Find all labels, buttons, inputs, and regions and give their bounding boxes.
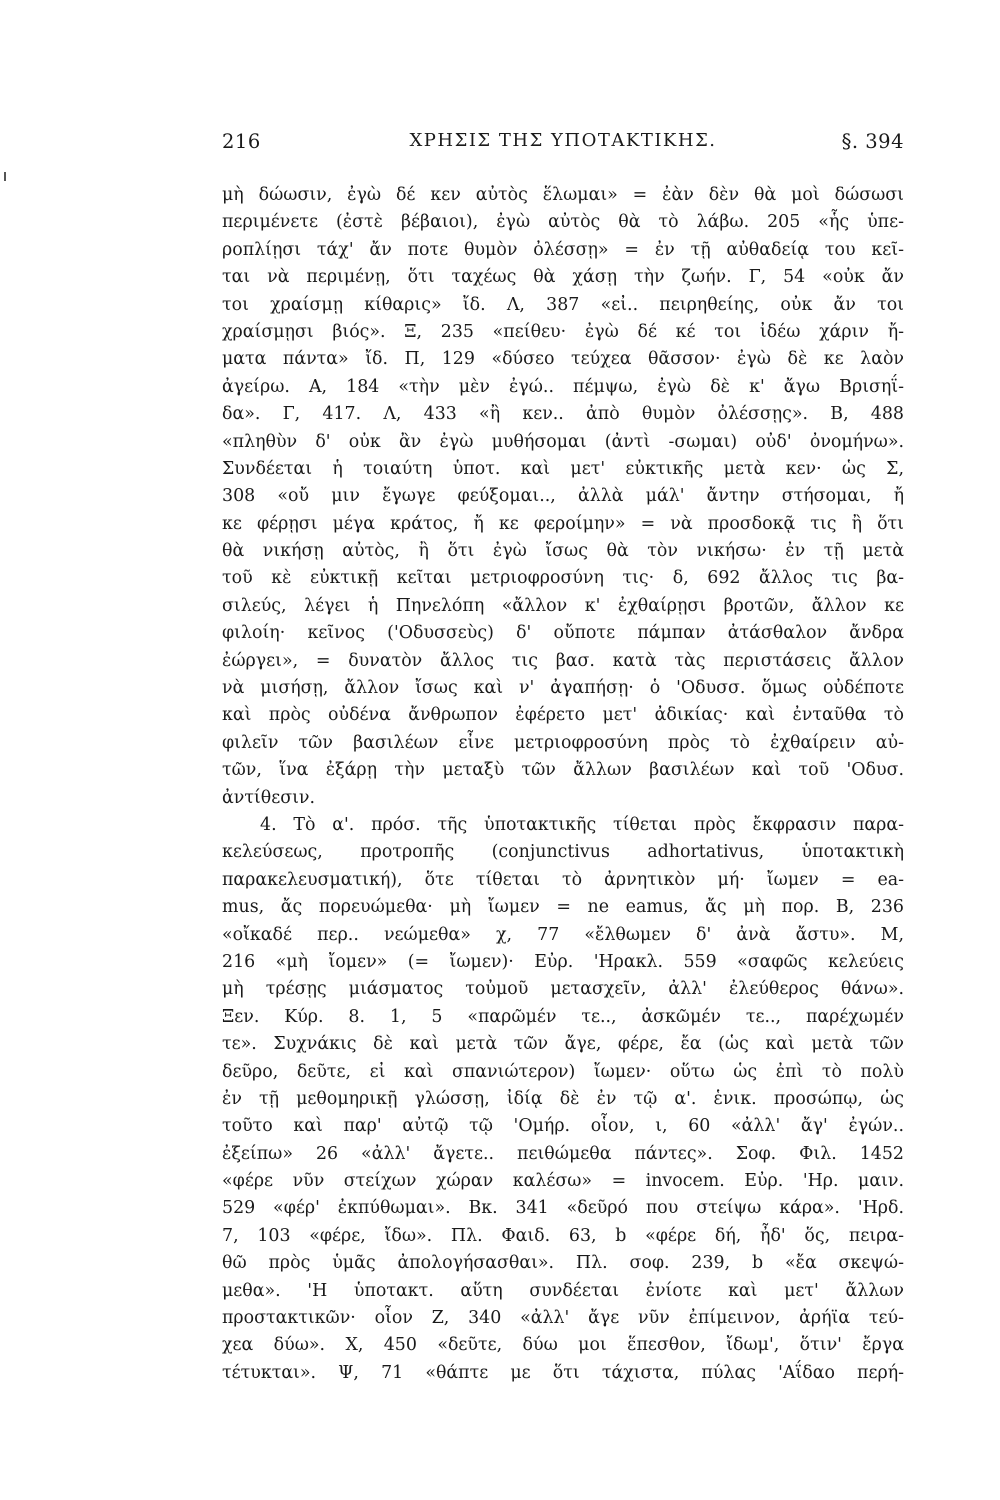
text-line: 216 «μὴ ἴομεν» (= ἴωμεν)· Εὐρ. 'Ηρακλ. 559 «σαφῶς κελεύεις [222,951,904,972]
text-line: θῶ πρὸς ὑμᾶς ἀπολογήσασθαι». Πλ. σοφ. 239, b «ἔα σκεψώ- [222,1253,904,1274]
text-line: ἐν τῇ μεθομηρικῇ γλώσσῃ, ἰδίᾳ δὲ ἐν τῷ α'. ἑνικ. προσώπῳ, ὡς [222,1088,904,1109]
text-line: μὴ τρέσῃς μιάσματος τοὐμοῦ μετασχεῖν, ἀλλ' ἐλεύθερος θάνω». [222,979,904,1000]
text-line: δα». Γ, 417. Λ, 433 «ἢ κεν.. ἀπὸ θυμὸν ὀλέσσῃς». Β, 488 [222,404,904,425]
text-line: «οἴκαδέ περ.. νεώμεθα» χ, 77 «ἔλθωμεν δ' ἀνὰ ἄστυ». Μ, [222,924,904,945]
text-line: κελεύσεως, προτροπῆς (conjunctivus adhortativus, ὑποτακτικὴ [222,842,904,863]
text-line: χραίσμῃσι βιός». Ξ, 235 «πείθευ· ἐγὼ δέ κέ τοι ἰδέω χάριν ἤ- [222,321,904,342]
text-line: ἐξείπω» 26 «ἀλλ' ἄγετε.. πειθώμεθα πάντες». Σοφ. Φιλ. 1452 [222,1143,904,1164]
text-line: 529 «φέρ' ἐκπύθωμαι». Βκ. 341 «δεῦρό που στείψω κάρα». 'Ηρδ. [222,1198,904,1219]
text-line: 308 «οὔ μιν ἔγωγε φεύξομαι.., ἀλλὰ μάλ' ἄντην στήσομαι, ἤ [222,486,904,507]
text-line: Συνδέεται ἡ τοιαύτη ὑποτ. καὶ μετ' εὐκτικῆς μετὰ κεν· ὡς Σ, [222,458,904,479]
body-text [222,182,904,1415]
text-line: τῶν, ἵνα ἐξάρῃ τὴν μεταξὺ τῶν ἄλλων βασιλέων καὶ τοῦ 'Οδυσ. [222,760,904,781]
text-line: χεα δύω». Χ, 450 «δεῦτε, δύω μοι ἕπεσθον, ἴδωμ', ὅτιν' ἔργα [222,1335,904,1356]
text-line: τοι χραίσμῃ κίθαρις» ἴδ. Λ, 387 «εἰ.. πειρηθείης, οὐκ ἄν τοι [222,294,904,315]
text-line: περιμένετε (ἐστὲ βέβαιοι), ἐγὼ αὐτὸς θὰ τὸ λάβω. 205 «ἧς ὑπε- [222,212,904,233]
text-line: ροπλίῃσι τάχ' ἄν ποτε θυμὸν ὀλέσσῃ» = ἐν τῇ αὐθαδείᾳ του κεῖ- [222,239,904,260]
text-line: ἐώργει», = δυνατὸν ἄλλος τις βασ. κατὰ τὰς περιστάσεις ἄλλον [222,650,904,671]
running-header [222,130,904,164]
text-line: ται νὰ περιμένῃ, ὅτι ταχέως θὰ χάσῃ τὴν ζωήν. Γ, 54 «οὐκ ἄν [222,267,904,288]
paragraph-end-line: ἀντίθεσιν. [222,787,316,808]
text-line: θὰ νικήσῃ αὐτὸς, ἢ ὅτι ἐγὼ ἴσως θὰ τὸν νικήσω· ἐν τῇ μετὰ [222,541,904,562]
text-line: φιλοίη· κεῖνος ('Οδυσσεὺς) δ' οὔποτε πάμπαν ἀτάσθαλον ἄνδρα [222,623,904,644]
text-line: τοῦτο καὶ παρ' αὐτῷ τῷ 'Ομήρ. οἷον, ι, 60 «ἀλλ' ἄγ' ἐγών.. [222,1116,904,1137]
section-number: §. 394 [841,130,904,153]
text-line: σιλεύς, λέγει ἡ Πηνελόπη «ἄλλον κ' ἐχθαίρῃσι βροτῶν, ἄλλον κε [222,595,904,616]
page-number: 216 [222,130,261,153]
text-line: φιλεῖν τῶν βασιλέων εἶνε μετριοφροσύνη πρὸς τὸ ἐχθαίρειν αὐ- [222,732,904,753]
text-line: mus, ἄς πορευώμεθα· μὴ ἴωμεν = ne eamus, ἄς μὴ πορ. Β, 236 [222,897,904,918]
text-line: δεῦρο, δεῦτε, εἰ καὶ σπανιώτερον) ἴωμεν· οὕτω ὡς ἐπὶ τὸ πολὺ [222,1061,904,1082]
text-line: 7, 103 «φέρε, ἴδω». Πλ. Φαιδ. 63, b «φέρε δή, ἦδ' ὅς, πειρα- [222,1225,904,1246]
text-line: τε». Συχνάκις δὲ καὶ μετὰ τῶν ἄγε, φέρε, ἔα (ὡς καὶ μετὰ τῶν [222,1034,904,1055]
text-line: παρακελευσματική), ὅτε τίθεται τὸ ἀρνητικὸν μή· ἴωμεν = ea- [222,869,904,890]
text-line: «πληθὺν δ' οὐκ ἂν ἐγὼ μυθήσομαι (ἀντὶ -σωμαι) οὐδ' ὀνομήνω». [222,431,904,452]
text-line [222,1387,904,1414]
scan-mark [4,172,6,181]
text-line: κε φέρῃσι μέγα κράτος, ἤ κε φεροίμην» = νὰ προσδοκᾷ τις ἢ ὅτι [222,513,904,534]
chapter-title: ΧΡΗΣΙΣ ΤΗΣ ΥΠΟΤΑΚΤΙΚΗΣ. [409,130,717,151]
text-line: Ξεν. Κύρ. 8. 1, 5 «παρῶμέν τε.., ἀσκῶμέν τε.., παρέχωμέν [222,1006,904,1027]
text-line: «φέρε νῦν στείχων χώραν καλέσω» = invocem. Εὐρ. 'Ηρ. μαιν. [222,1171,904,1192]
text-line: ματα πάντα» ἴδ. Π, 129 «δύσεο τεύχεα θᾶσσον· ἐγὼ δὲ κε λαὸν [222,349,904,370]
text-line: τοῦ κὲ εὐκτικῇ κεῖται μετριοφροσύνη τις· δ, 692 ἄλλος τις βα- [222,568,904,589]
text-line: μὴ δώωσιν, ἐγὼ δέ κεν αὐτὸς ἕλωμαι» = ἐὰν δὲν θὰ μοὶ δώσωσι [222,185,904,205]
text-line: νὰ μισήσῃ, ἄλλον ἴσως καὶ ν' ἀγαπήσῃ· ὁ 'Οδυσσ. ὅμως οὐδέποτε [222,678,904,699]
text-line: ἀγείρω. Α, 184 «τὴν μὲν ἐγώ.. πέμψω, ἐγὼ δὲ κ' ἄγω Βρισηΐ- [222,376,904,397]
text-line: καὶ πρὸς οὐδένα ἄνθρωπον ἐφέρετο μετ' ἀδικίας· καὶ ἐνταῦθα τὸ [222,705,904,726]
paragraph-start-line: 4. Τὸ α'. πρόσ. τῆς ὑποτακτικῆς τίθεται πρὸς ἔκφρασιν παρα- [260,814,904,835]
text-line: προστακτικῶν· οἷον Ζ, 340 «ἀλλ' ἄγε νῦν ἐπίμεινον, ἀρήϊα τεύ- [222,1308,904,1329]
text-line: μεθα». 'Η ὑποτακτ. αὕτη συνδέεται ἐνίοτε καὶ μετ' ἄλλων [222,1280,904,1301]
text-line: τέτυκται». Ψ, 71 «θάπτε με ὅτι τάχιστα, πύλας 'Αΐδαο περή- [222,1362,904,1383]
